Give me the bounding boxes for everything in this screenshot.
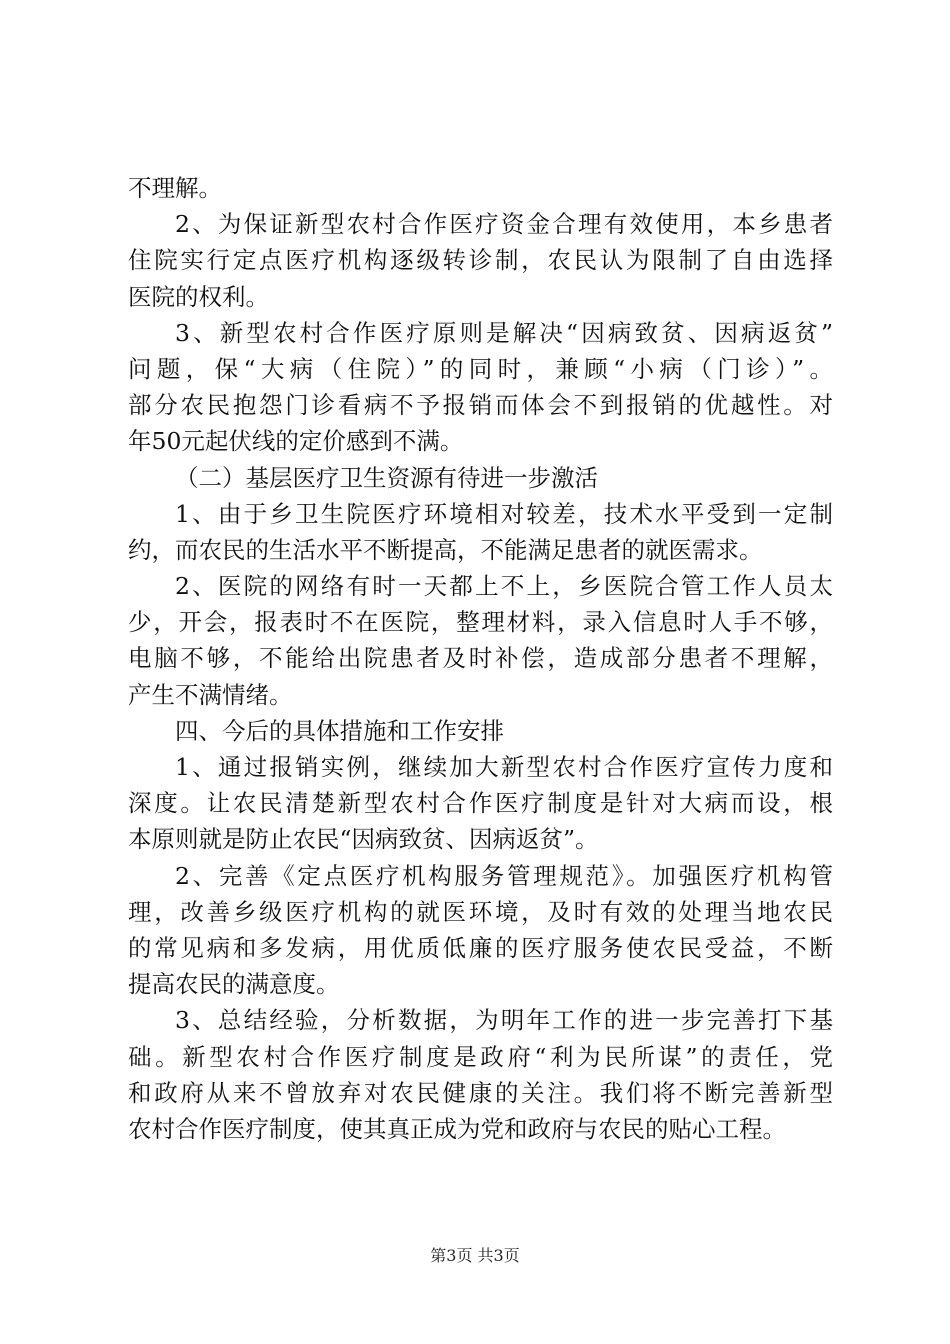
text-line: 少，开会，报表时不在医院，整理材料，录入信息时人手不够， <box>128 608 833 637</box>
text-line: 电脑不够，不能给出院患者及时补偿，造成部分患者不理解， <box>128 644 833 673</box>
text-line: 的常见病和多发病，用优质低廉的医疗服务使农民受益，不断 <box>128 933 833 962</box>
text-line: 理，改善乡级医疗机构的就医环境，及时有效的处理当地农民 <box>128 897 833 926</box>
text-line: 2、为保证新型农村合作医疗资金合理有效使用，本乡患者 <box>175 210 833 239</box>
text-line: 和政府从来不曾放弃对农民健康的关注。我们将不断完善新型 <box>128 1078 833 1107</box>
text-line: 3、总结经验，分析数据，为明年工作的进一步完善打下基 <box>175 1006 833 1035</box>
text-line: 深度。让农民清楚新型农村合作医疗制度是针对大病而设，根 <box>128 789 833 818</box>
text-line: 产生不满情绪。 <box>128 680 293 709</box>
text-line: 住院实行定点医疗机构逐级转诊制，农民认为限制了自由选择 <box>128 246 833 275</box>
text-line: 农村合作医疗制度，使其真正成为党和政府与农民的贴心工程。 <box>128 1114 786 1143</box>
text-line: 提高农民的满意度。 <box>128 970 340 999</box>
section-heading: 四、今后的具体措施和工作安排 <box>175 716 504 745</box>
page-footer: 第3页 共3页 <box>430 1246 520 1265</box>
text-line: 2、医院的网络有时一天都上不上，乡医院合管工作人员太 <box>175 572 833 601</box>
section-heading: （二）基层医疗卫生资源有待进一步激活 <box>175 463 598 492</box>
text-line: 1、由于乡卫生院医疗环境相对较差，技术水平受到一定制 <box>175 499 833 528</box>
text-line: 本原则就是防止农民“因病致贫、因病返贫”。 <box>128 825 599 854</box>
text-line: 3、新型农村合作医疗原则是解决“因病致贫、因病返贫” <box>175 318 833 347</box>
document-body <box>128 170 833 1147</box>
text-line: 年50元起伏线的定价感到不满。 <box>128 427 464 456</box>
text-line: 不理解。 <box>128 174 222 202</box>
text-line: 医院的权利。 <box>128 282 269 311</box>
text-line: 1、通过报销实例，继续加大新型农村合作医疗宣传力度和 <box>175 753 833 781</box>
text-line: 约，而农民的生活水平不断提高，不能满足患者的就医需求。 <box>128 535 763 564</box>
text-line: 部分农民抱怨门诊看病不予报销而体会不到报销的优越性。对 <box>128 391 833 420</box>
text-line: 础。新型农村合作医疗制度是政府“利为民所谋”的责任，党 <box>128 1042 833 1071</box>
text-line: 2、完善《定点医疗机构服务管理规范》。加强医疗机构管 <box>175 861 833 890</box>
text-line: 问题，保“大病（住院）”的同时，兼顾“小病（门诊）”。 <box>128 354 833 383</box>
